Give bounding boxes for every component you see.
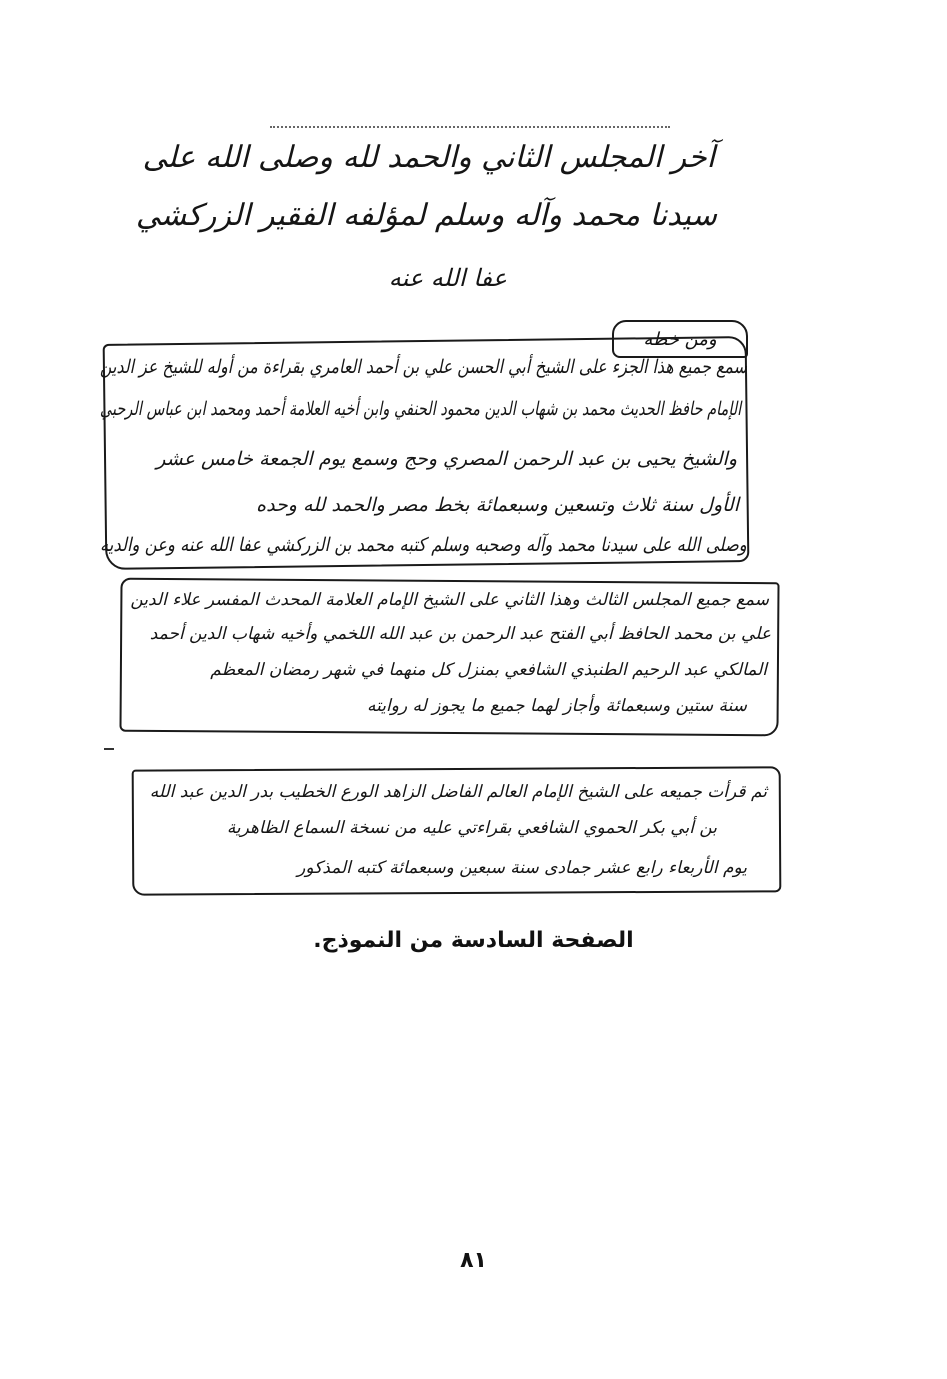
note-line: علي بن محمد الحافظ أبي الفتح عبد الرحمن بن عبد الله اللخمي وأخيه شهاب الدين أحمد [149, 624, 771, 644]
heading-line: عفا الله عنه [388, 264, 507, 292]
note-line: سمع جميع المجلس الثالث وهذا الثاني على الشيخ الإمام العلامة المحدث المفسر علاء الدين [130, 590, 769, 610]
dotted-rule [270, 126, 670, 128]
note-line: سمع جميع هذا الجزء على الشيخ أبي الحسن علي بن أحمد العامري بقراءة من أوله للشيخ عز الدين [99, 356, 747, 378]
note-line: والشيخ يحيى بن عبد الرحمن المصري وحج وسمع يوم الجمعة خامس عشر [156, 448, 737, 470]
note-line: يوم الأربعاء رابع عشر جمادى سنة سبعين وسبعمائة كتبه المذكور [297, 858, 747, 878]
note-line: الإمام حافظ الحديث محمد بن شهاب الدين محمود الحنفي وابن أخيه العلامة أحمد ومحمد ابن عباس الرحبي [99, 398, 741, 420]
note-line: الأول سنة ثلاث وتسعين وسبعمائة بخط مصر والحمد لله وحده [256, 494, 739, 516]
note-line: المالكي عبد الرحيم الطنبذي الشافعي بمنزل كل منهما في شهر رمضان المعظم [210, 660, 767, 680]
margin-mark [104, 748, 114, 750]
figure-caption: الصفحة السادسة من النموذج. [313, 928, 634, 953]
note-line: وصلى الله على سيدنا محمد وآله وصحبه وسلم كتبه محمد بن الزركشي عفا الله عنه وعن والديه [100, 534, 747, 556]
note-line: سنة ستين وسبعمائة وأجاز لهما جميع ما يجوز له روايته [367, 696, 747, 716]
note-tab: ومن خطه [612, 320, 748, 358]
heading-line: آخر المجلس الثاني والحمد لله وصلى الله على [142, 140, 715, 175]
note-line: بن أبي بكر الحموي الشافعي بقراءتي عليه من نسخة السماع الظاهرية [226, 818, 717, 838]
page-number: ٨١ [460, 1248, 487, 1273]
heading-line: سيدنا محمد وآله وسلم لمؤلفه الفقير الزركشي [135, 198, 717, 233]
note-line: ثم قرأت جميعه على الشيخ الإمام العالم الفاضل الزاهد الورع الخطيب بدر الدين عبد الله [149, 782, 767, 802]
